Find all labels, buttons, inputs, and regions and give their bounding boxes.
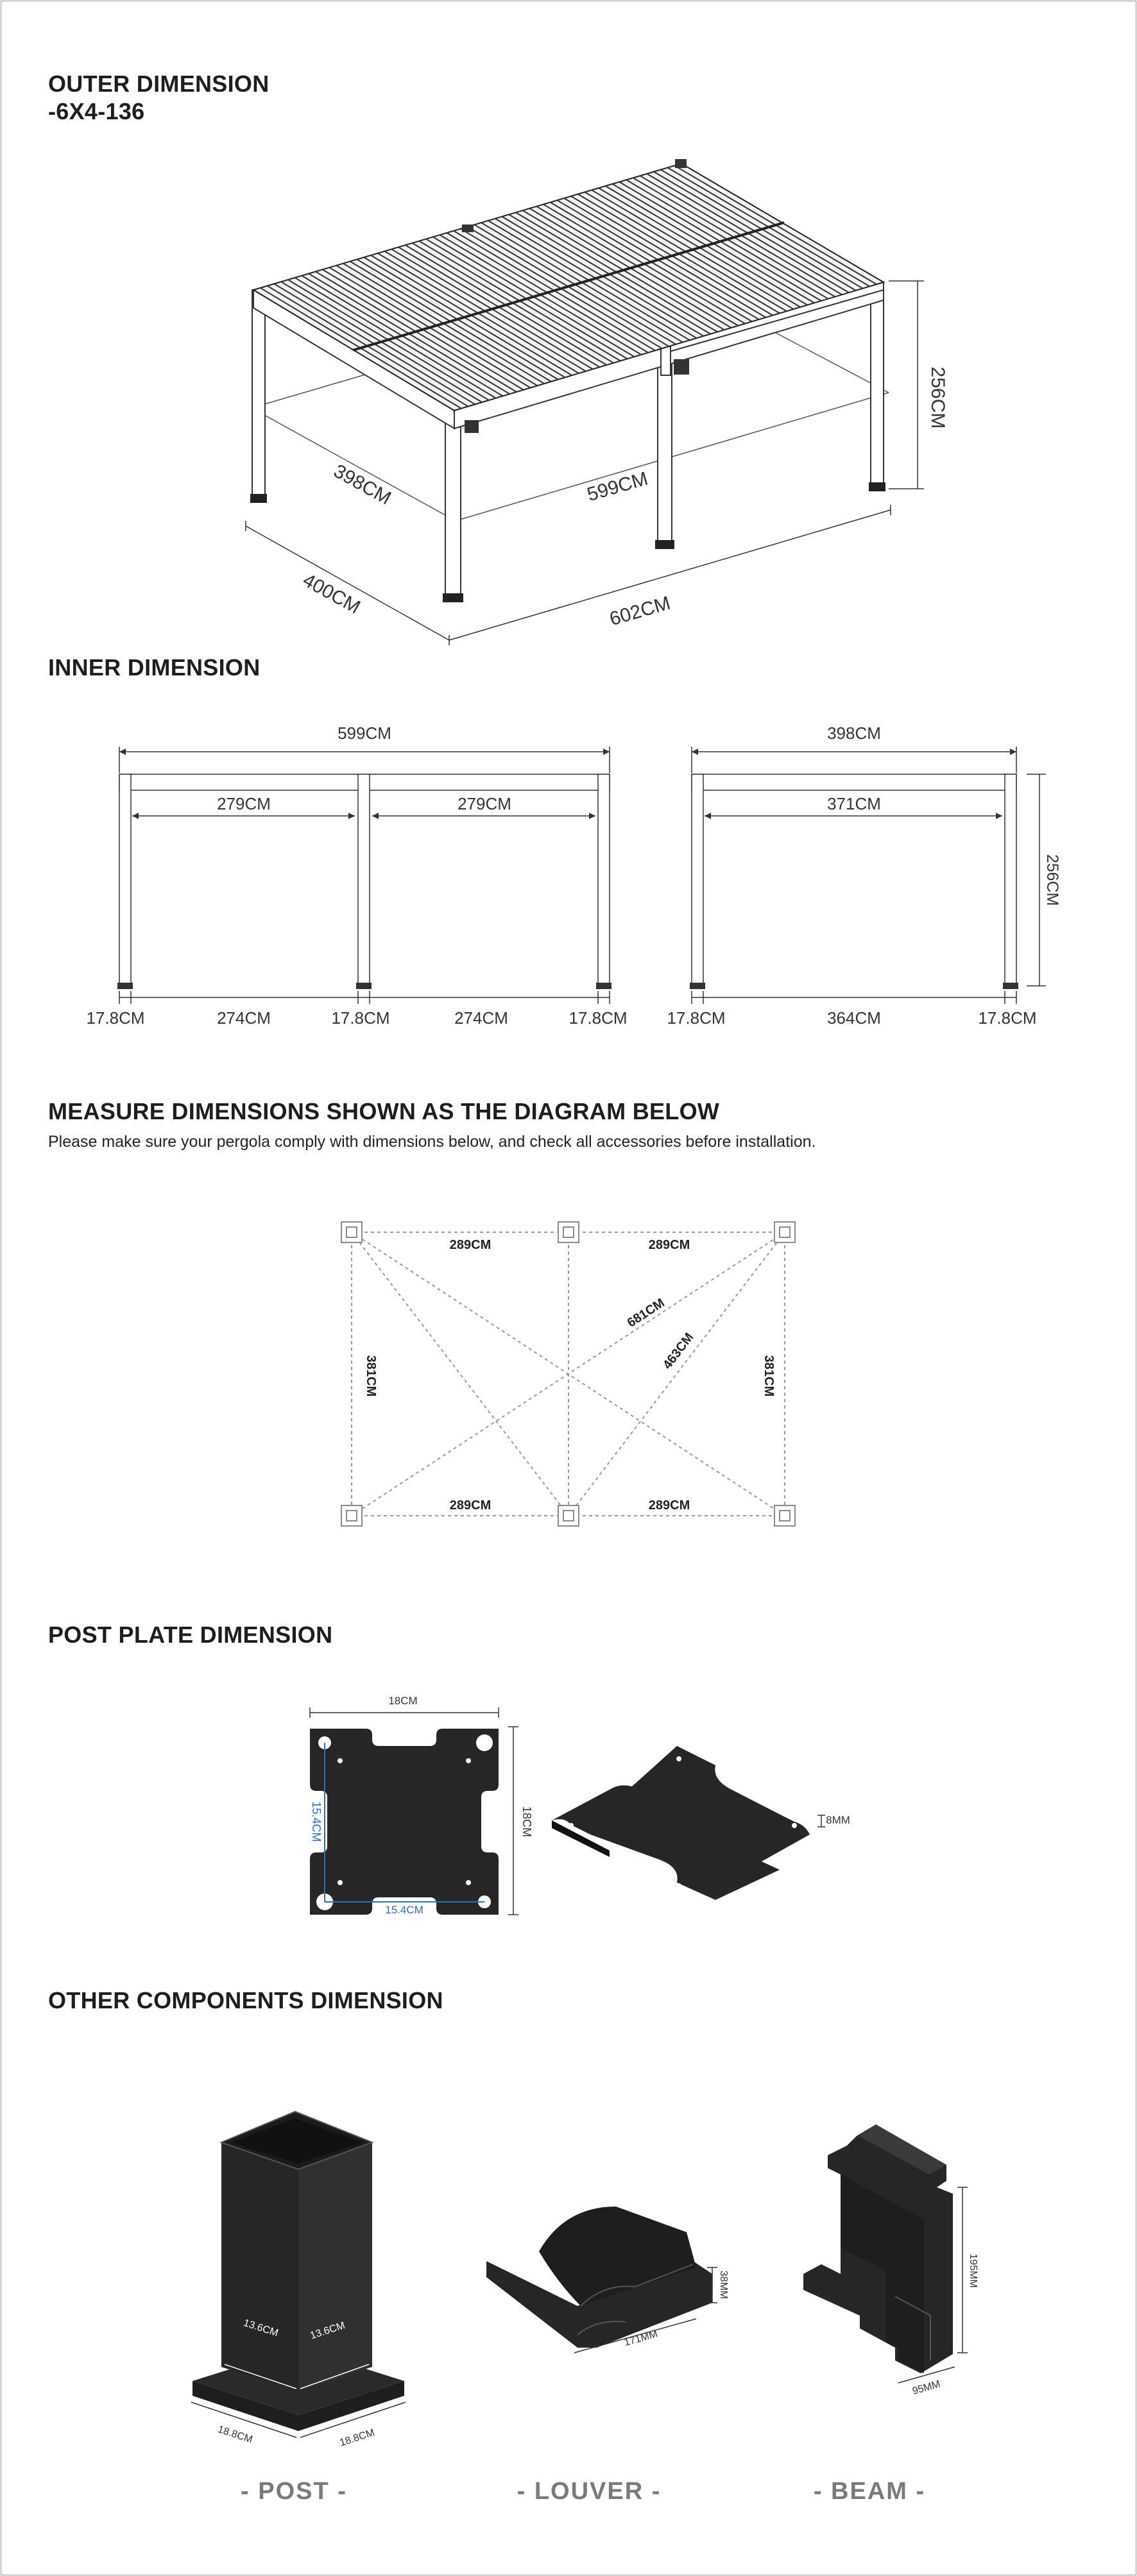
plate-hole-span-v-label: 15.4CM (310, 1801, 323, 1842)
beam-height-label: 195MM (968, 2253, 979, 2288)
beam-component (803, 2124, 968, 2383)
plate-width-label: 18CM (388, 1695, 418, 1707)
louver-width-label: 171MM (622, 2328, 659, 2349)
outer-height-label: 256CM (927, 366, 948, 429)
post-component (191, 2112, 406, 2437)
measure-bottom-left-label: 289CM (449, 1498, 492, 1513)
measure-bottom-right-label: 289CM (648, 1498, 690, 1513)
inner-front-gap-left-label: 274CM (217, 1008, 271, 1028)
post-d2-label: 13.6CM (309, 2319, 346, 2342)
inner-front-gap-right-label: 274CM (454, 1008, 508, 1028)
measure-title: MEASURE DIMENSIONS SHOWN AS THE DIAGRAM BELOW (48, 1098, 720, 1124)
measure-left-label: 381CM (364, 1355, 378, 1397)
outer-width-inner-label: 599CM (585, 468, 651, 506)
inner-side-height-label: 256CM (1043, 854, 1061, 906)
louver-component (486, 2207, 717, 2353)
post-plate-title: POST PLATE DIMENSION (48, 1622, 333, 1648)
plate-hole-span-h-label: 15.4CM (385, 1904, 423, 1916)
plate-height-label: 18CM (520, 1806, 533, 1838)
inner-side-total-label: 398CM (827, 724, 881, 743)
inner-front-post3-label: 17.8CM (568, 1008, 628, 1028)
outer-depth-outer-label: 400CM (299, 569, 364, 618)
louver-caption: - LOUVER - (517, 2478, 662, 2505)
measure-diagonal-short-label: 463CM (660, 1330, 697, 1372)
inner-front-span-right-label: 279CM (457, 794, 511, 813)
inner-dimension-title: INNER DIMENSION (48, 654, 261, 681)
measure-note: Please make sure your pergola comply with dimensions below, and check all accessories before installation. (48, 1133, 816, 1151)
post-d3-label: 18.8CM (216, 2423, 254, 2446)
outer-width-outer-label: 602CM (607, 592, 673, 631)
inner-side-span-label: 371CM (827, 794, 881, 813)
measure-diagonal-long-label: 681CM (624, 1296, 667, 1330)
inner-front-total-label: 599CM (338, 724, 391, 743)
beam-width-label: 95MM (911, 2378, 942, 2397)
outer-depth-inner-label: 398CM (330, 460, 395, 509)
measure-top-right-label: 289CM (648, 1238, 690, 1252)
louver-height-label: 38MM (718, 2270, 729, 2300)
components-title: OTHER COMPONENTS DIMENSION (48, 1987, 443, 2013)
inner-side-post1-label: 17.8CM (667, 1008, 726, 1028)
plate-thickness-label: 8MM (826, 1814, 850, 1826)
outer-dimension-title: OUTER DIMENSION (48, 71, 269, 97)
measure-right-label: 381CM (762, 1355, 776, 1397)
inner-side-post2-label: 17.8CM (978, 1008, 1037, 1028)
inner-front-span-left-label: 279CM (217, 794, 271, 813)
inner-front-post1-label: 17.8CM (86, 1008, 145, 1028)
outer-dimension-model: -6X4-136 (48, 98, 145, 124)
measure-top-left-label: 289CM (449, 1238, 492, 1252)
post-d1-label: 13.6CM (242, 2317, 280, 2339)
post-d4-label: 18.8CM (338, 2427, 376, 2449)
inner-side-gap-label: 364CM (827, 1008, 881, 1028)
beam-caption: - BEAM - (813, 2478, 926, 2505)
inner-front-post2-label: 17.8CM (331, 1008, 390, 1028)
post-caption: - POST - (241, 2478, 347, 2505)
